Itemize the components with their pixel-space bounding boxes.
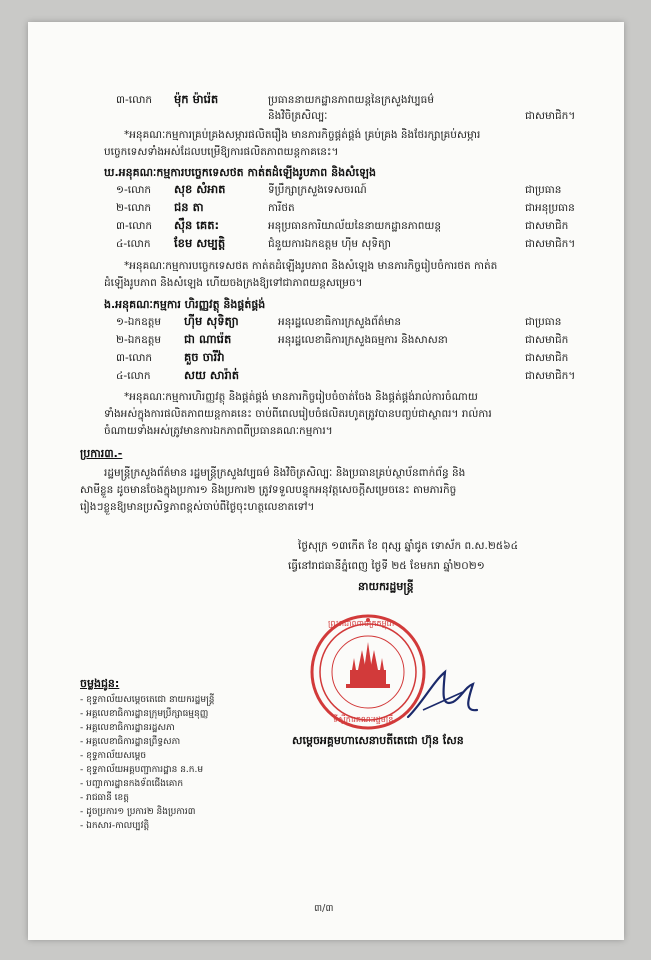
member-name: ហ៊ីម សុទិត្យា: [184, 314, 239, 328]
duty-text: *អនុគណៈកម្មការគ្រប់គ្រងសម្ភារផលិតរឿង មានភារកិច្ចផ្គត់ផ្គង់ គ្រប់គ្រង និងថែរក្សាគ្រប់សម្ភារ: [124, 129, 481, 141]
duty-text-cont: បច្ចេកទេសទាំងអស់ដែលបម្រើឱ្យការផលិតភាពយន្តកាគនេះ។: [104, 146, 339, 158]
member-role: ជាសមាជិក។: [525, 110, 576, 122]
member-title: ការីថត: [268, 202, 295, 214]
document-page: [28, 22, 624, 940]
member-name: ស៊ឹន គេត:: [174, 218, 220, 232]
member-role: ជាសមាជិក: [525, 352, 569, 364]
duty-text: *អនុគណៈកម្មការហិរញ្ញវត្ថុ និងផ្គត់ផ្គង់ មានភារកិច្ចរៀបចំចាត់ចែង និងផ្គត់ផ្គង់រាល់ការចំណាយ: [124, 391, 478, 403]
member-number: ៤-លោក: [116, 238, 151, 250]
lunar-date: ថ្ងៃសុក្រ ១៣កើត ខែ ពុស្ស ឆ្នាំជូត ទោស័ក ព.ស.២៥៦៤: [298, 540, 519, 552]
member-name: គួច ចារីវ៉ា: [184, 350, 225, 364]
cc-heading: ចម្លងជូន:: [80, 677, 120, 690]
cc-item: - ខុទ្ទកាល័យសម្តេច: [80, 751, 147, 761]
member-number: ២-ឯកឧត្តម: [116, 334, 162, 346]
member-role: ជាសមាជិក។: [525, 238, 576, 250]
cc-item: - ដូចប្រការ១ ប្រការ២ និងប្រការ៣: [80, 807, 196, 817]
page-number: ៣/៣: [314, 903, 334, 914]
member-title: អនុប្រធានការិយាល័យនៃនាយកដ្ឋានភាពយន្ត: [268, 220, 442, 232]
member-role: ជាប្រធាន: [525, 184, 562, 196]
section-heading: ឃ.អនុគណៈកម្មការបច្ចេកទេសថត កាត់តដំឡើងរូបភាព និងសំឡេង: [104, 166, 376, 179]
duty-text-cont: ចំណាយទាំងអស់ត្រូវមានការឯកភាពពីប្រធានគណៈកម្មការ។: [104, 425, 333, 437]
duty-text-cont: ដំឡើងរូបភាព និងសំឡេង ហើយចងក្រងឱ្យទៅជាភាពយន្តសម្រេច។: [104, 277, 363, 289]
cc-item: - ខុទ្ទកាល័យអគ្គបញ្ជាការដ្ឋាន ន.ក.ម: [80, 765, 204, 775]
article-text-cont: សាមីខ្លួន ដូចមានចែងក្នុងប្រការ១ និងប្រការ២ ត្រូវទទួលបន្ទុកអនុវត្តសេចក្តីសម្រេចនេះ តាមភារកិច្ច: [80, 484, 457, 496]
member-number: ៣-លោក: [116, 352, 153, 364]
member-title: អនុរដ្ឋលេខាធិការក្រសួងព័ត៌មាន: [278, 316, 402, 328]
cc-item: - អគ្គលេខាធិការដ្ឋានរដ្ឋសភា: [80, 723, 175, 733]
member-title: អនុរដ្ឋលេខាធិការក្រសួងធម្មការ និងសាសនា: [278, 334, 448, 346]
article-heading: ប្រការ៣.-: [80, 447, 123, 460]
signer-title: នាយករដ្ឋមន្ត្រី: [358, 580, 414, 593]
member-number: ៤-លោក: [116, 370, 151, 382]
signer-name: សម្តេចអគ្គមហាសេនាបតីតេជោ ហ៊ុន សែន: [292, 734, 464, 747]
cc-item: - ឯកសារ-កាលប្បវត្តិ: [80, 821, 150, 831]
member-title: ប្រធាននាយកដ្ឋានភាពយន្តនៃក្រសួងវប្បធម៌: [268, 94, 435, 106]
solar-date: ធ្វើនៅរាជធានីភ្នំពេញ ថ្ងៃទី ២៥ ខែមករា ឆ្នាំ២០២១: [288, 560, 485, 572]
member-number: ៣-លោក: [116, 94, 153, 106]
cc-item: - រាជធានី ខេត្ត: [80, 793, 129, 803]
member-name: សុខ សំអាត: [174, 182, 226, 196]
article-text: រដ្ឋមន្ត្រីក្រសួងព័ត៌មាន រដ្ឋមន្ត្រីក្រសួងវប្បធម៌ និងវិចិត្រសិល្បៈ និងប្រធានគ្រប់ស្ថាប័នពាក់ព័ន្ធ និង: [104, 467, 466, 479]
member-title-cont: និងវិចិត្រសិល្បៈ: [268, 110, 328, 122]
article-text-cont: រៀងៗខ្លួនឱ្យមានប្រសិទ្ធភាពខ្ពស់ចាប់ពីថ្ងៃចុះហត្ថលេខាតទៅ។: [80, 501, 315, 513]
section-heading: ង.អនុគណៈកម្មការ ហិរញ្ញវត្ថុ និងផ្គត់ផ្គង់: [104, 298, 266, 311]
duty-text: *អនុគណៈកម្មការបច្ចេកទេសថត កាត់តដំឡើងរូបភាព និងសំឡេង មានភារកិច្ចរៀបចំការថត កាត់ត: [124, 260, 498, 272]
member-role: ជាអនុប្រធាន: [525, 202, 575, 214]
member-name: ខែម សម្បត្តិ: [174, 236, 226, 250]
member-name: សយ សារ៉ាត់: [184, 368, 240, 382]
member-role: ជាសមាជិក: [525, 220, 569, 232]
member-number: ១-ឯកឧត្តម: [116, 316, 162, 328]
duty-text-cont: ទាំងអស់ក្នុងការផលិតភាពយន្តកាគនេះ ចាប់ពីពេលរៀបចំផលិតរហូតត្រូវបានបញ្ចប់ជាស្ថាពរ។ រាល់ការ: [104, 408, 492, 420]
member-title: ជំនួយការឯកឧត្តម ហ៊ីម សុទិត្យា: [268, 238, 391, 250]
member-role: ជាប្រធាន: [525, 316, 562, 328]
member-number: ១-លោក: [116, 184, 152, 196]
member-role: ជាសមាជិក: [525, 334, 569, 346]
cc-item: - ខុទ្ទកាល័យសម្តេចតេជោ នាយករដ្ឋមន្ត្រី: [80, 695, 215, 705]
member-name: ម៉ុក ម៉ារ៉េត: [174, 92, 219, 106]
member-number: ៣-លោក: [116, 220, 153, 232]
cc-item: - បញ្ជាការដ្ឋានកងទ័ពជើងគោក: [80, 779, 184, 789]
seal-bottom-text: ទីស្តីការគណៈរដ្ឋមន្ត្រី: [333, 715, 394, 724]
signature-icon: [403, 662, 483, 732]
member-number: ២-លោក: [116, 202, 152, 214]
cc-item: - អគ្គលេខាធិការដ្ឋានព្រឹទ្ធសភា: [80, 737, 181, 747]
member-name: ជន តា: [174, 200, 204, 214]
cc-item: - អគ្គលេខាធិការដ្ឋានក្រុមប្រឹក្សាធម្មនុញ្ញ: [80, 709, 209, 719]
member-title: ទីប្រឹក្សាក្រសួងទេសចរណ៍: [268, 184, 367, 196]
member-role: ជាសមាជិក។: [525, 370, 576, 382]
member-name: ជា ណារ៉េត: [184, 332, 232, 346]
seal-top-text: ព្រះរាជាណាចក្រកម្ពុជា: [328, 619, 395, 628]
